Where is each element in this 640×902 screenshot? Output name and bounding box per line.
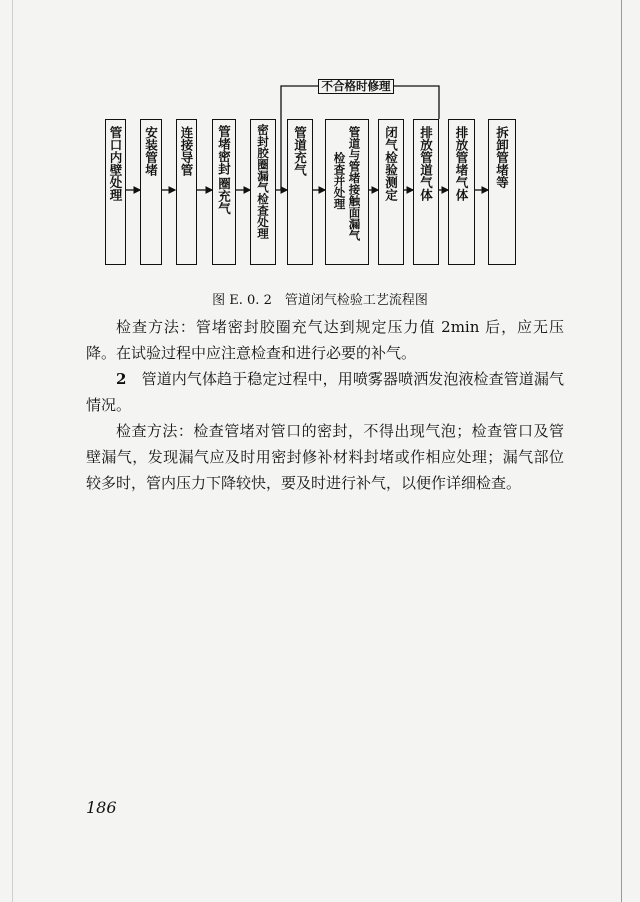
step-box-6 <box>287 119 313 265</box>
figure-caption: 图 E. 0. 2 管道闭气检验工艺流程图 <box>212 293 428 308</box>
step-label-7b: 检查并处理 <box>332 152 347 210</box>
step-box-9 <box>413 119 439 265</box>
paragraph-check-method-1: 检查方法：管堵密封胶圈充气达到规定压力值 2min 后，应无压降。在试验过程中应注意检查和进行必要的补气。 <box>86 318 564 362</box>
process-flow-diagram <box>0 0 640 280</box>
step-label-7a: 管道与管堵接触面漏气 <box>347 126 362 241</box>
retry-label: 不合格时修理 <box>318 79 394 94</box>
step-label-8: 闭气检验测定 <box>383 126 399 201</box>
step-label-5: 密封胶圈漏气检查处理 <box>256 124 270 239</box>
paragraph-check-method-2: 检查方法：检查管堵对管口的密封，不得出现气泡；检查管口及管壁漏气，发现漏气应及时用密封修补材料封堵或作相应处理；漏气部位较多时，管内压力下降较快，要及时进行补气，以便作详细检查。 <box>86 422 564 492</box>
step-label-6: 管道充气 <box>292 126 308 176</box>
step-label-10: 排放管堵气体 <box>454 126 469 201</box>
step-box-1 <box>105 119 126 265</box>
flow-arrows <box>0 0 640 280</box>
item-2-text: 管道内气体趋于稳定过程中，用喷雾器喷洒发泡液检查管道漏气情况。 <box>86 370 564 414</box>
step-box-8 <box>378 119 404 265</box>
step-label-4: 管堵密封 <box>216 125 232 175</box>
step-box-11 <box>488 119 516 265</box>
step-label-11: 拆卸管堵等 <box>494 126 510 189</box>
step-label-3: 连接导管 <box>179 126 194 176</box>
step-box-10 <box>448 119 475 265</box>
step-label-4b: 圈充气 <box>216 177 232 215</box>
paragraph-item-2 <box>86 366 564 418</box>
step-box-4 <box>212 119 236 265</box>
step-label-9: 排放管道气体 <box>418 126 434 201</box>
item-number: 2 <box>116 370 127 388</box>
step-box-5 <box>250 119 276 265</box>
step-box-7 <box>325 119 369 265</box>
step-label-2: 安装管堵 <box>143 126 159 176</box>
step-box-2 <box>140 119 162 265</box>
step-box-3 <box>176 119 197 265</box>
step-label-1: 管口内壁处理 <box>108 126 123 201</box>
page-number: 186 <box>86 798 117 817</box>
retry-line-right <box>394 86 439 119</box>
step-label-7 <box>326 126 368 241</box>
